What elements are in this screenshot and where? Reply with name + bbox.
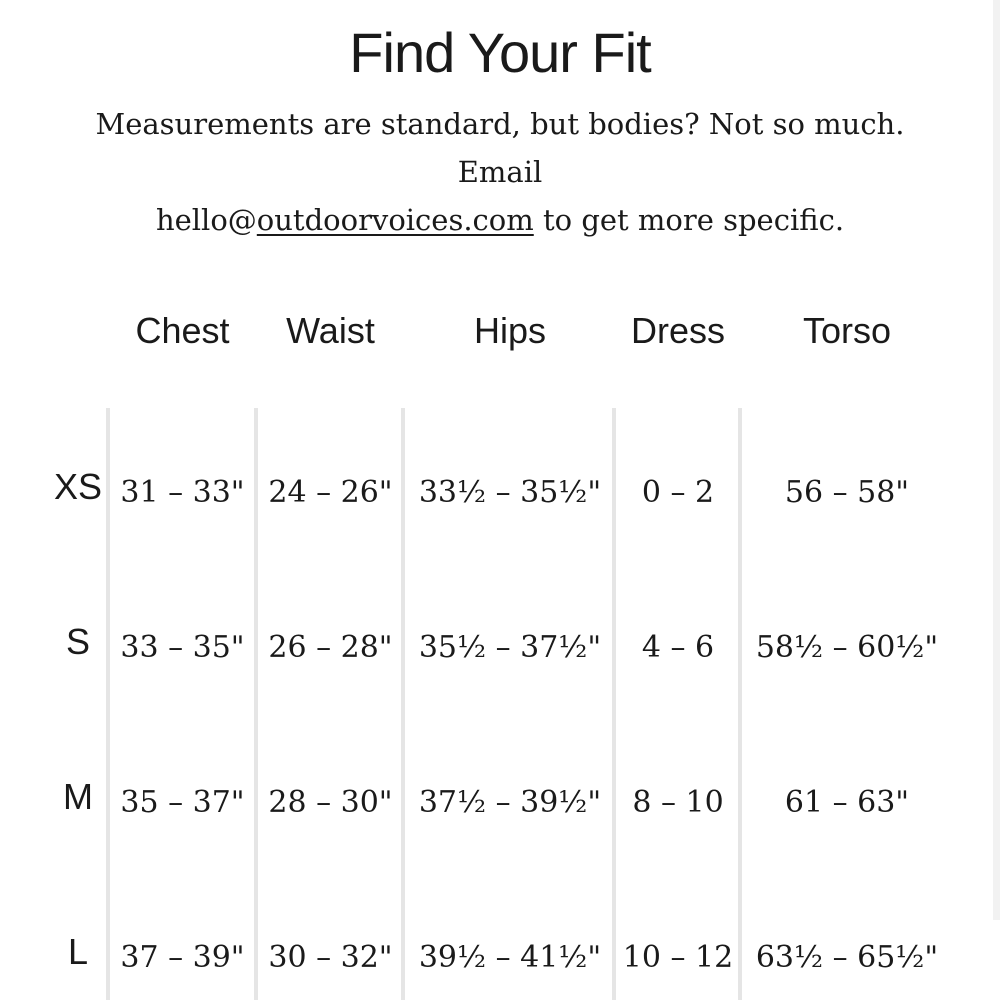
table-cell: 4 – 6: [641, 630, 715, 665]
table-cell: 10 – 12: [622, 940, 734, 975]
email-link[interactable]: outdoorvoices.com: [256, 203, 534, 237]
page-title: Find Your Fit: [349, 21, 651, 84]
table-cell: 8 – 10: [632, 785, 724, 820]
table-cell: 0 – 2: [641, 475, 715, 510]
table-cell: 61 – 63": [784, 785, 910, 820]
table-cell: 24 – 26": [268, 475, 393, 510]
table-cell: 28 – 30": [268, 785, 393, 820]
table-cell: 37 – 39": [120, 940, 245, 975]
column-header-torso: Torso: [802, 310, 892, 351]
table-cell: 31 – 33": [120, 475, 245, 510]
column-header-hips: Hips: [473, 310, 547, 351]
column-header-dress: Dress: [630, 310, 725, 351]
column-header-waist: Waist: [286, 310, 375, 351]
email-prefix: hello@: [155, 203, 257, 237]
intro-suffix: to get more specific.: [533, 203, 845, 237]
intro-line-1: Measurements are standard, but bodies? Not so much. Email: [95, 107, 905, 189]
table-cell: 26 – 28": [268, 630, 393, 665]
table-cell: 33½ – 35½": [418, 475, 602, 510]
table-cell: 63½ – 65½": [755, 940, 939, 975]
column-header-chest: Chest: [135, 310, 230, 351]
table-cell: 56 – 58": [784, 475, 910, 510]
scrollbar[interactable]: [993, 0, 1000, 920]
intro-text: [60, 100, 940, 244]
table-cell: 33 – 35": [120, 630, 245, 665]
row-label-l: L: [67, 931, 89, 972]
row-label-s: S: [65, 621, 90, 662]
row-label-xs: XS: [53, 466, 103, 507]
row-label-m: M: [63, 776, 93, 817]
table-cell: 58½ – 60½": [755, 630, 939, 665]
table-cell: 39½ – 41½": [418, 940, 602, 975]
table-cell: 37½ – 39½": [418, 785, 602, 820]
table-cell: 35½ – 37½": [418, 630, 602, 665]
table-cell: 35 – 37": [120, 785, 245, 820]
table-cell: 30 – 32": [268, 940, 393, 975]
